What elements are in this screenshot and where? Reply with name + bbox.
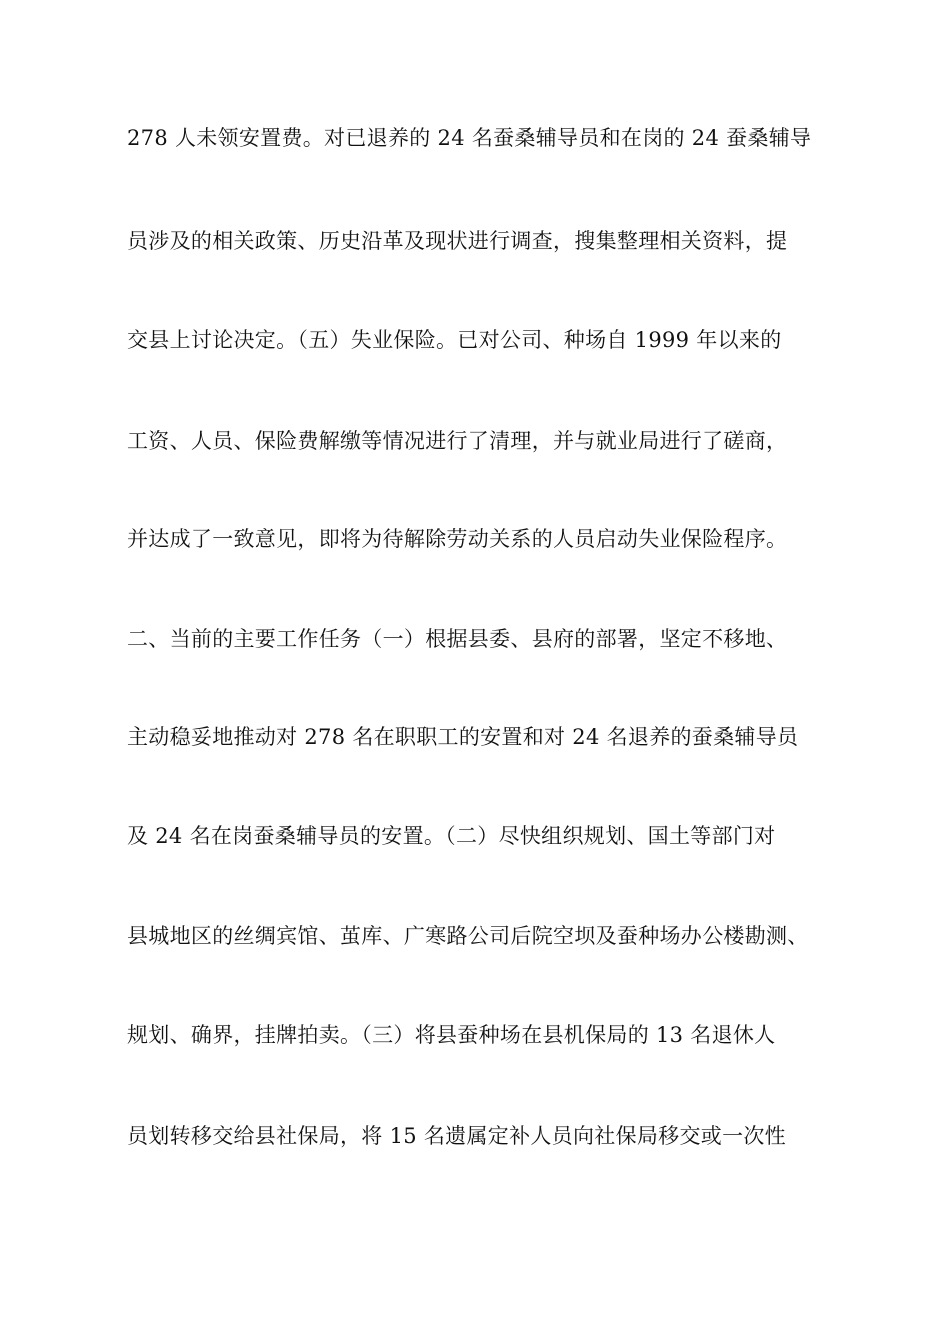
text-line: 县城地区的丝绸宾馆、茧库、广寒路公司后院空坝及蚕种场办公楼勘测、 xyxy=(127,924,809,948)
text-line: 员划转移交给县社保局，将 15 名遗属定补人员向社保局移交或一次性 xyxy=(127,1124,786,1148)
text-line: 员涉及的相关政策、历史沿革及现状进行调查，搜集整理相关资料，提 xyxy=(127,229,788,253)
text-line: 主动稳妥地推动对 278 名在职职工的安置和对 24 名退养的蚕桑辅导员 xyxy=(127,725,799,749)
text-line: 二、当前的主要工作任务（一）根据县委、县府的部署，坚定不移地、 xyxy=(127,627,788,651)
text-line: 278 人未领安置费。对已退养的 24 名蚕桑辅导员和在岗的 24 蚕桑辅导 xyxy=(127,126,812,150)
text-line: 及 24 名在岗蚕桑辅导员的安置。（二）尽快组织规划、国土等部门对 xyxy=(127,824,776,848)
text-line: 工资、人员、保险费解缴等情况进行了清理，并与就业局进行了磋商， xyxy=(127,429,788,453)
text-line: 规划、确界，挂牌拍卖。（三）将县蚕种场在县机保局的 13 名退休人 xyxy=(127,1023,776,1047)
text-line: 并达成了一致意见，即将为待解除劳动关系的人员启动失业保险程序。 xyxy=(127,527,788,551)
text-line: 交县上讨论决定。（五）失业保险。已对公司、种场自 1999 年以来的 xyxy=(127,328,782,352)
